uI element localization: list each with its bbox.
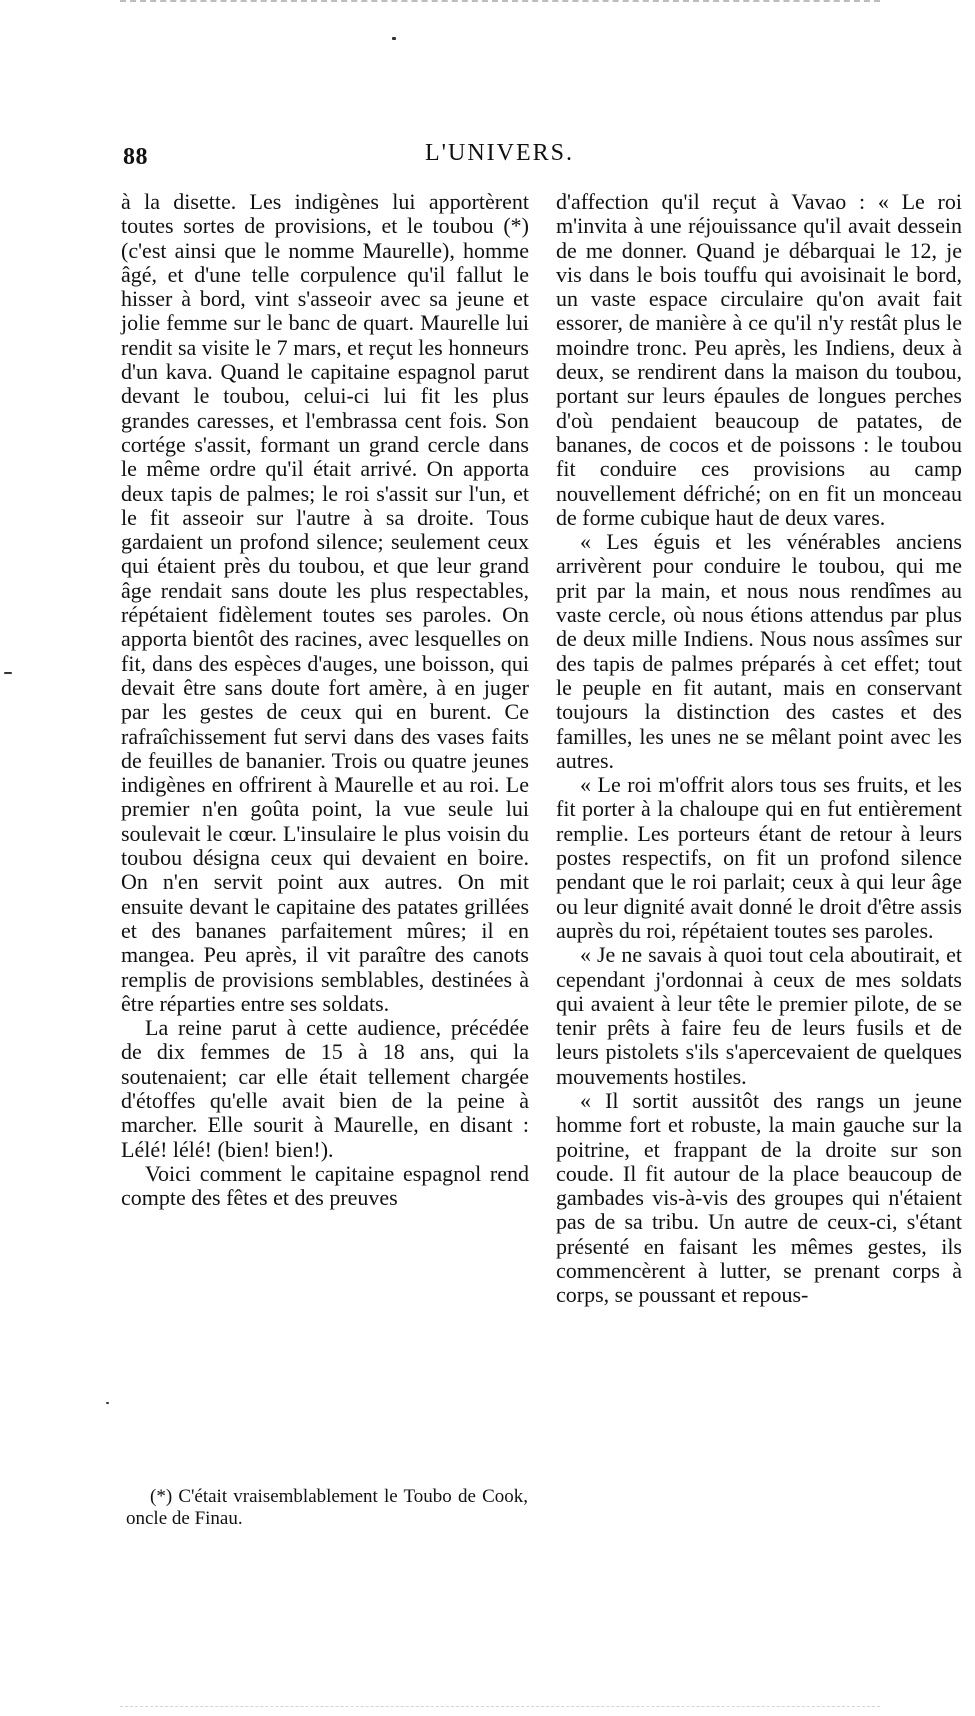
right-paragraph-4: « Je ne savais à quoi tout cela aboutirait, et cependant j'ordonnai à ceux de mes soldats qui avaient à leur tête le premier pilote, de se tenir prêts à faire feu de leurs fusils et de leurs pistolets s'ils s'apercevaient de quelques mouvements hostiles. xyxy=(556,942,962,1089)
footnote-text: (*) C'était vraisemblablement le Toubo de Cook, oncle de Finau. xyxy=(126,1486,528,1529)
scan-top-edge xyxy=(120,0,880,4)
running-head: L'UNIVERS. xyxy=(425,140,574,166)
left-paragraph-3: Voici comment le capitaine espagnol rend compte des fêtes et des preuves xyxy=(121,1160,529,1211)
right-column xyxy=(556,190,962,1308)
ink-speck xyxy=(4,672,12,674)
scan-bottom-edge xyxy=(120,1706,880,1709)
right-paragraph-2: « Les éguis et les vénérables anciens arrivèrent pour conduire le toubou, qui me prit par la main, et nous nous rendîmes au vaste cercle, où nous étions attendus par plus de deux mille Indiens. Nous nous assîmes sur des tapis de palmes préparés à cet effet; tout le peuple en fit autant, mais en conservant toujours la distinction des castes et des familles, les unes ne se mêlant point avec les autres. xyxy=(556,529,962,773)
left-paragraph-1: à la disette. Les indigènes lui apportèrent toutes sortes de provisions, et le toubou (*) (c'est ainsi que le nomme Maurelle), homme âgé, et d'une telle corpulence qu'il fallut le hisser à bord, vint s'asseoir avec sa jeune et jolie femme sur le banc de quart. Maurelle lui rendit sa visite le 7 mars, et reçut les honneurs d'un kava. Quand le capitaine espagnol parut devant le toubou, celui-ci lui fit les plus grandes caresses, et l'embrassa cent fois. Son cortége s'assit, formant un grand cercle dans le même ordre qu'il était arrivé. On apporta deux tapis de palmes; le roi s'assit sur l'un, et le fit asseoir sur l'autre à sa droite. Tous gardaient un profond silence; seulement ceux qui étaient près du toubou, et que leur grand âge rendait sans doute les plus respectables, répétaient fidèlement toutes ses paroles. On apporta bientôt des racines, avec lesquelles on fit, dans des espèces d'auges, une boisson, qui devait être sans doute fort amère, à en juger par les gestes de ceux qui en burent. Ce rafraîchissement fut servi dans des vases faits de feuilles de bananier. Trois ou quatre jeunes indigènes en offrirent à Maurelle et au roi. Le premier n'en goûta point, la vue seule lui soulevait le cœur. L'insulaire le plus voisin du toubou désigna ceux qui devaient en boire. On n'en servit point aux autres. On mit ensuite devant le capitaine des patates grillées et des bananes parfaitement mûres; il en mangea. Peu après, il vit paraître des canots remplis de provisions semblables, destinées à être réparties entre ses soldats. xyxy=(121,189,529,1016)
ink-speck xyxy=(392,37,396,40)
right-paragraph-3: « Le roi m'offrit alors tous ses fruits, et les fit porter à la chaloupe qui en fut entièrement remplie. Les porteurs étant de retour à leurs postes respectifs, on fit un profond silence pendant que le roi parlait; ceux à qui leur âge ou leur dignité avait donné le droit d'être assis auprès du roi, répétaient toutes ses paroles. xyxy=(556,772,962,943)
left-column xyxy=(121,190,529,1210)
left-paragraph-2: La reine parut à cette audience, précédée de dix femmes de 15 à 18 ans, qui la soutenaient; car elle était tellement chargée d'étoffes qu'elle avait bien de la peine à marcher. Elle sourit à Maurelle, en disant : Lélé! lélé! (bien! bien!). xyxy=(121,1015,529,1162)
ink-speck xyxy=(106,1402,109,1404)
footnote xyxy=(126,1486,528,1530)
right-paragraph-1: d'affection qu'il reçut à Vavao : « Le roi m'invita à une réjouissance qu'il avait dessein de me donner. Quand je débarquai le 12, je vis dans le bois touffu qui avoisinait le bord, un vaste espace circulaire qu'on avait fait essorer, de manière à ce qu'il n'y restât plus le moindre tronc. Peu après, les Indiens, deux à deux, se rendirent dans la maison du toubou, portant sur leurs épaules de longues perches d'où pendaient beaucoup de patates, de bananes, de cocos et de poissons : le toubou fit conduire ces provisions au camp nouvellement défriché; on en fit un monceau de forme cubique haut de deux vares. xyxy=(556,189,962,530)
right-paragraph-5: « Il sortit aussitôt des rangs un jeune homme fort et robuste, la main gauche sur la poitrine, et frappant de la droite sur son coude. Il fit autour de la place beaucoup de gambades vis-à-vis des groupes qui n'étaient pas de sa tribu. Un autre de ceux-ci, s'étant présenté en faisant les mêmes gestes, ils commencèrent à lutter, se prenant corps à corps, se poussant et repous- xyxy=(556,1087,962,1308)
page-number: 88 xyxy=(123,144,148,170)
